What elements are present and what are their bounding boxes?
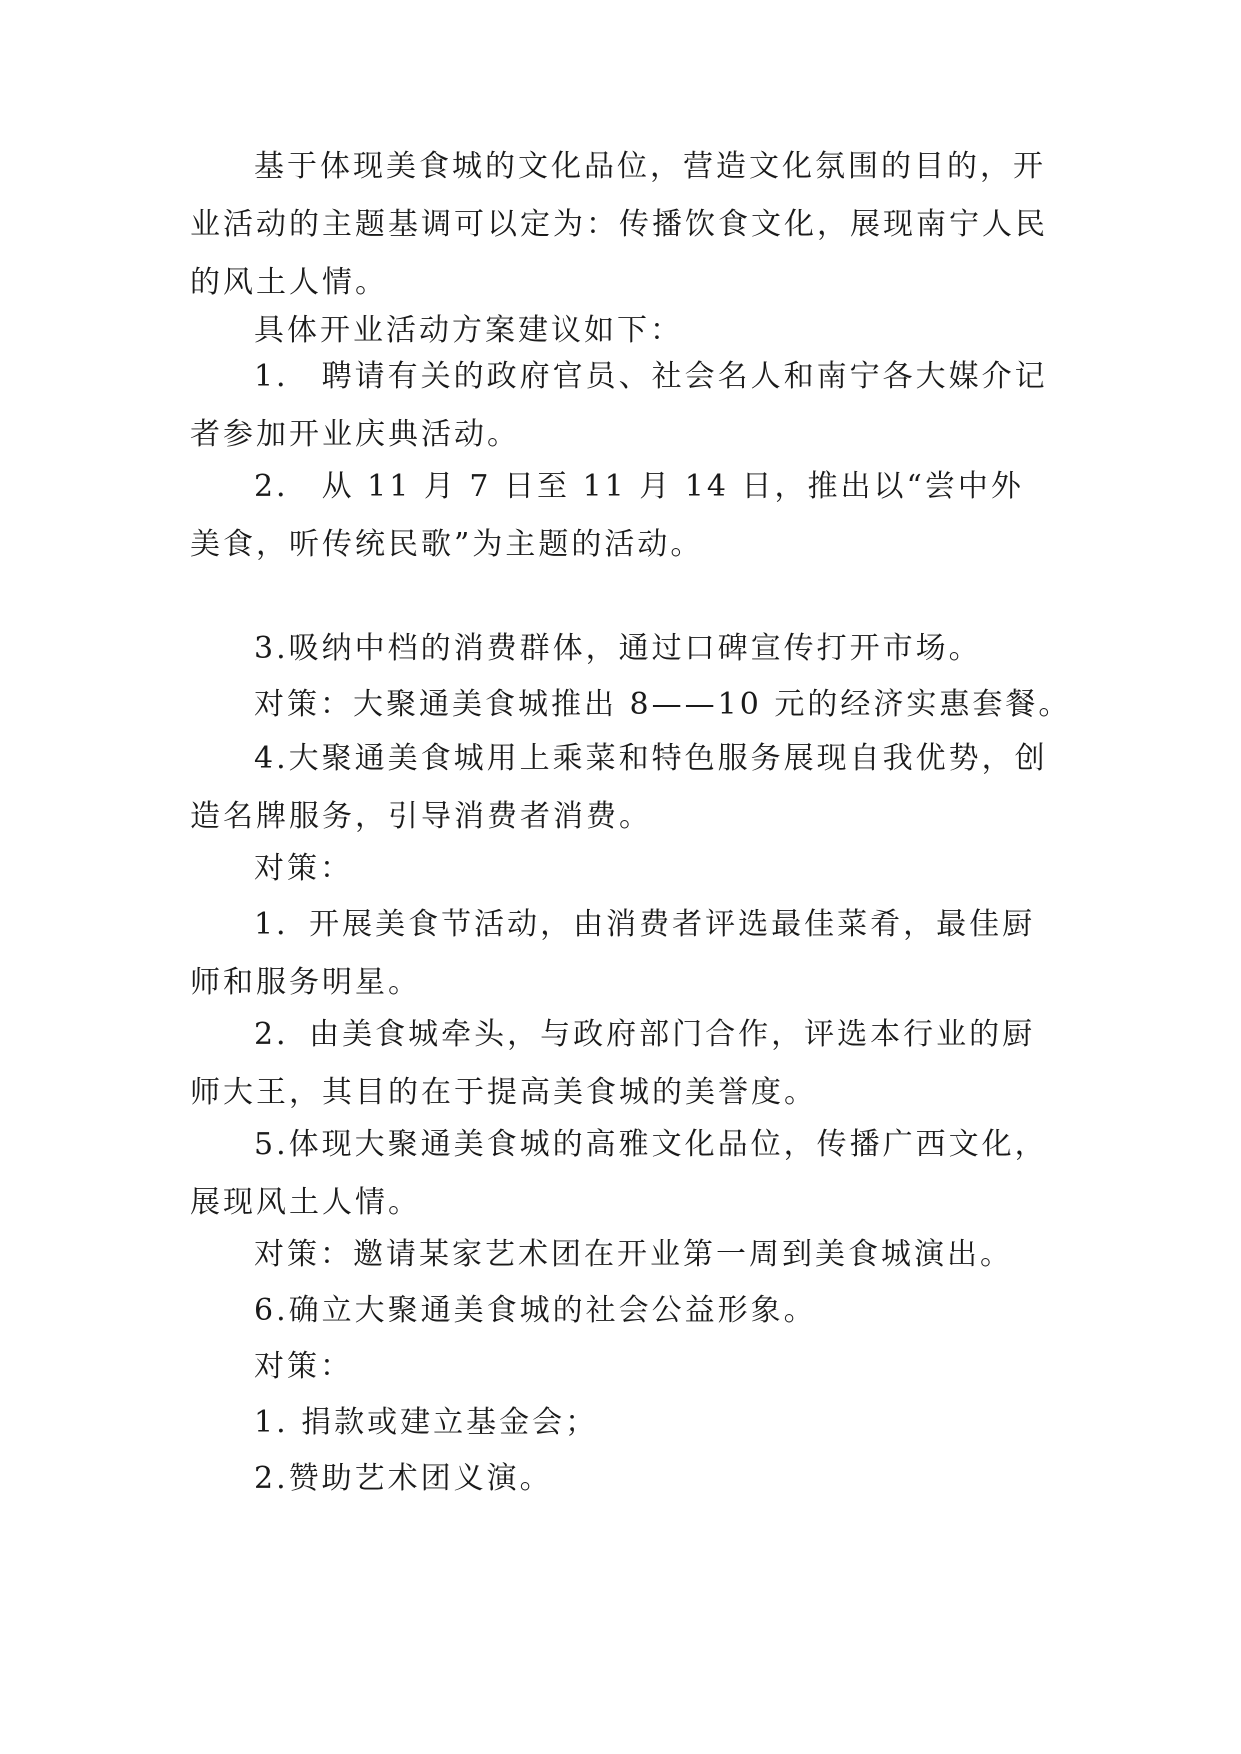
paragraph-item-1: 1． 聘请有关的政府官员、社会名人和南宁各大媒介记者参加开业庆典活动。 xyxy=(190,359,1048,452)
paragraph-countermeasure-6-item-2: 2.赞助艺术团义演。 xyxy=(254,1461,553,1496)
paragraph-theme: 基于体现美食城的文化品位，营造文化氛围的目的，开业活动的主题基调可以定为：传播饮食文化，展现南宁人民的风土人情。 xyxy=(190,149,1048,300)
paragraph-countermeasure-5: 对策：邀请某家艺术团在开业第一周到美食城演出。 xyxy=(254,1237,1013,1272)
paragraph-countermeasure-6-heading: 对策： xyxy=(254,1349,353,1384)
paragraph-countermeasure-3: 对策：大聚通美食城推出 8——10 元的经济实惠套餐。 xyxy=(254,687,1072,722)
paragraph-countermeasure-4-item-1: 1．开展美食节活动，由消费者评选最佳菜肴，最佳厨师和服务明星。 xyxy=(190,907,1036,1000)
paragraph-countermeasure-4-heading: 对策： xyxy=(254,851,353,886)
paragraph-item-2: 2． 从 11 月 7 日至 11 月 14 日，推出以“尝中外美食，听传统民歌”为主题的活动。 xyxy=(190,469,1024,562)
paragraph-countermeasure-6-item-1: 1. 捐款或建立基金会； xyxy=(254,1405,599,1440)
paragraph-countermeasure-4-item-2: 2．由美食城牵头，与政府部门合作，评选本行业的厨师大王，其目的在于提高美食城的美誉度。 xyxy=(190,1017,1036,1110)
paragraph-plan-intro: 具体开业活动方案建议如下： xyxy=(254,313,683,348)
paragraph-point-6: 6.确立大聚通美食城的社会公益形象。 xyxy=(254,1293,817,1328)
paragraph-point-5: 5.体现大聚通美食城的高雅文化品位，传播广西文化，展现风土人情。 xyxy=(190,1127,1048,1220)
paragraph-point-4: 4.大聚通美食城用上乘菜和特色服务展现自我优势，创造名牌服务，引导消费者消费。 xyxy=(190,741,1048,834)
paragraph-point-3: 3.吸纳中档的消费群体，通过口碑宣传打开市场。 xyxy=(254,631,982,666)
